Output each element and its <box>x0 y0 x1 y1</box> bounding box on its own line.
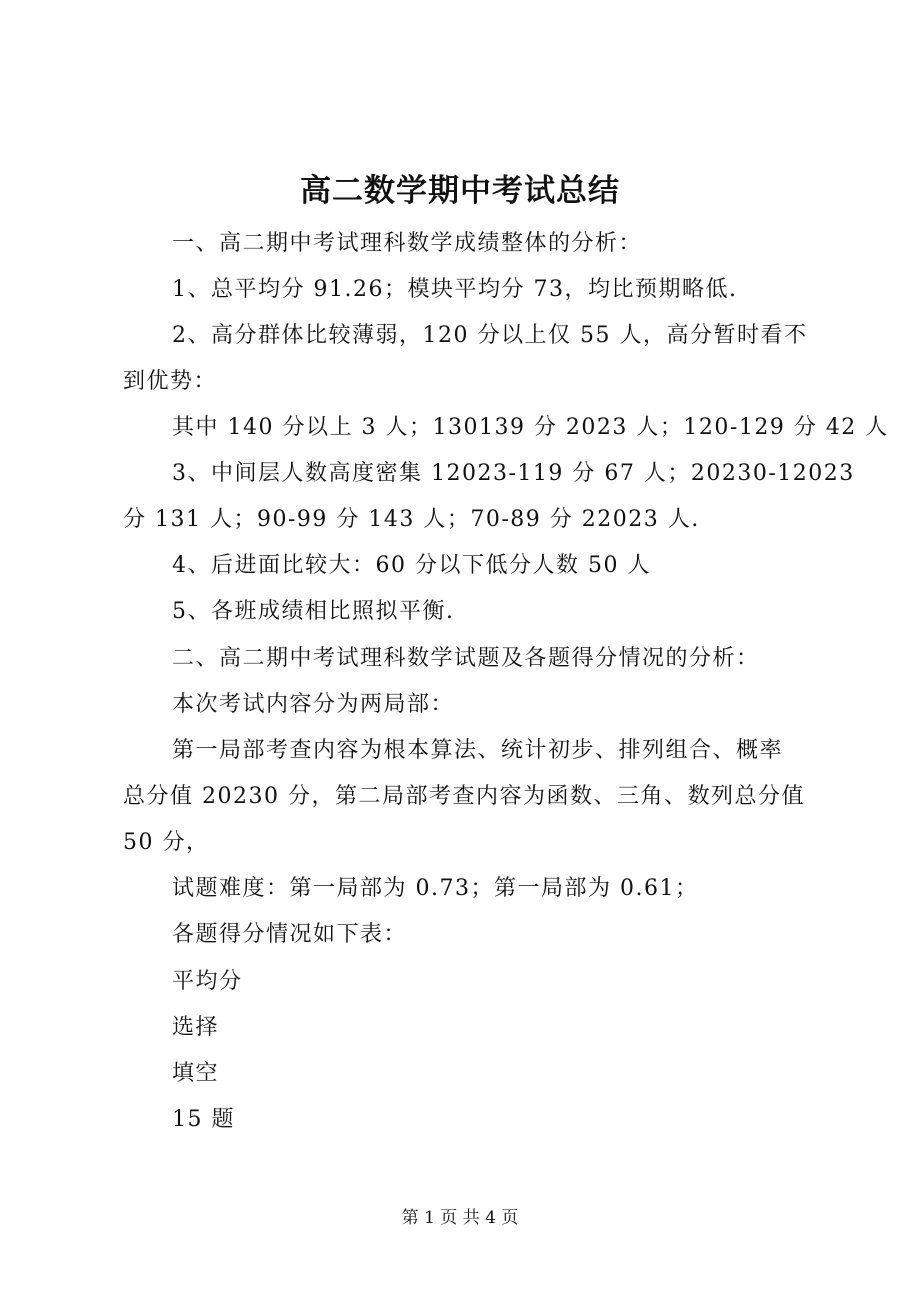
paragraph-line: 选择 <box>172 1015 220 1040</box>
paragraph-line: 50 分， <box>123 830 210 855</box>
paragraph-line: 填空 <box>172 1061 220 1086</box>
paragraph-line: 一、高二期中考试理科数学成绩整体的分析： <box>172 231 643 256</box>
paragraph-line: 总分值 20230 分，第二局部考查内容为函数、三角、数列总分值 <box>123 784 805 809</box>
page-footer: 第 1 页 共 4 页 <box>401 1208 519 1228</box>
document-title: 高二数学期中考试总结 <box>300 173 620 209</box>
paragraph-line: 1、总平均分 91.26；模块平均分 73，均比预期略低. <box>172 277 738 302</box>
paragraph-line: 3、中间层人数高度密集 12023-119 分 67 人；20230-12023 <box>172 461 855 486</box>
paragraph-line: 本次考试内容分为两局部： <box>172 692 455 717</box>
paragraph-line: 分 131 人；90-99 分 143 人；70-89 分 22023 人. <box>123 507 700 532</box>
paragraph-line: 平均分 <box>172 969 243 994</box>
paragraph-line: 二、高二期中考试理科数学试题及各题得分情况的分析： <box>172 646 760 671</box>
paragraph-line: 5、各班成绩相比照拟平衡. <box>172 599 455 624</box>
paragraph-line: 到优势： <box>123 369 218 394</box>
paragraph-line: 第一局部考查内容为根本算法、统计初步、排列组合、概率 <box>172 738 784 763</box>
paragraph-line: 其中 140 分以上 3 人；130139 分 2023 人；120-129 分 42 人 <box>172 415 889 440</box>
paragraph-line: 15 题 <box>172 1107 235 1132</box>
paragraph-line: 2、高分群体比较薄弱，120 分以上仅 55 人，高分暂时看不 <box>172 323 808 348</box>
paragraph-line: 各题得分情况如下表： <box>172 922 408 947</box>
paragraph-line: 试题难度：第一局部为 0.73；第一局部为 0.61； <box>172 876 699 901</box>
paragraph-line: 4、后进面比较大：60 分以下低分人数 50 人 <box>172 553 651 578</box>
